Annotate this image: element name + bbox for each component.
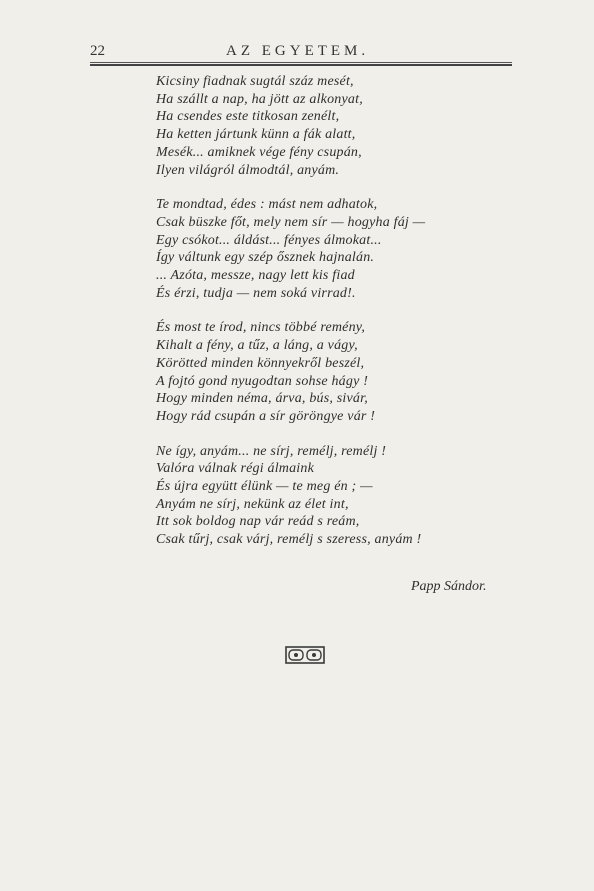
stanza-4 — [156, 443, 516, 549]
poem-line: És újra együtt élünk — te meg én ; — — [156, 479, 373, 495]
stanza-2 — [156, 196, 516, 302]
poem-line: Egy csókot... áldást... fényes álmokat... — [156, 232, 382, 248]
poem-line: Te mondtad, édes : mást nem adhatok, — [156, 197, 378, 213]
poem-line: Anyám ne sírj, nekünk az élet int, — [156, 496, 349, 512]
poem-line: Ha szállt a nap, ha jött az alkonyat, — [156, 91, 363, 107]
poem-line: Csak büszke főt, mely nem sír — hogyha fáj — — [156, 214, 426, 230]
stanza-1 — [156, 73, 516, 179]
poem-line: Itt sok boldog nap vár reád s reám, — [156, 514, 360, 530]
header-rule-thick — [90, 64, 512, 66]
poem — [156, 73, 516, 549]
header-rule-thin — [90, 62, 512, 63]
stanza-3 — [156, 319, 516, 425]
poem-line: Valóra válnak régi álmaink — [156, 461, 315, 477]
poem-line: Így váltunk egy szép ősznek hajnalán. — [156, 250, 375, 266]
poem-line: Mesék... amiknek vége fény csupán, — [156, 144, 362, 160]
poem-line: És érzi, tudja — nem soká virrad!. — [156, 285, 356, 301]
poem-line: Körötted minden könnyekről beszél, — [156, 355, 365, 371]
page-header — [90, 43, 510, 63]
page-number: 22 — [90, 43, 105, 59]
running-title: AZ EGYETEM. — [226, 43, 370, 59]
poem-line: A fojtó gond nyugodtan sohse hágy ! — [156, 373, 369, 389]
poem-line: Hogy rád csupán a sír göröngye vár ! — [156, 408, 376, 424]
poem-line: ... Azóta, messze, nagy lett kis fiad — [156, 268, 355, 284]
poem-line: Ilyen világról álmodtál, anyám. — [156, 162, 340, 178]
printers-ornament-icon — [285, 645, 325, 665]
poem-line: Kihalt a fény, a tűz, a láng, a vágy, — [156, 338, 358, 354]
poem-line: Ne így, anyám... ne sírj, remélj, remélj ! — [156, 443, 387, 459]
poem-line: És most te írod, nincs többé remény, — [156, 320, 366, 336]
poem-line: Kicsiny fiadnak sugtál száz mesét, — [156, 74, 354, 89]
author-signature: Papp Sándor. — [411, 579, 487, 594]
poem-line: Ha csendes este titkosan zenélt, — [156, 109, 340, 125]
poem-line: Hogy minden néma, árva, bús, sivár, — [156, 391, 368, 407]
poem-line: Ha ketten jártunk künn a fák alatt, — [156, 127, 356, 143]
poem-line: Csak tűrj, csak várj, remélj s szeress, anyám ! — [156, 532, 422, 548]
